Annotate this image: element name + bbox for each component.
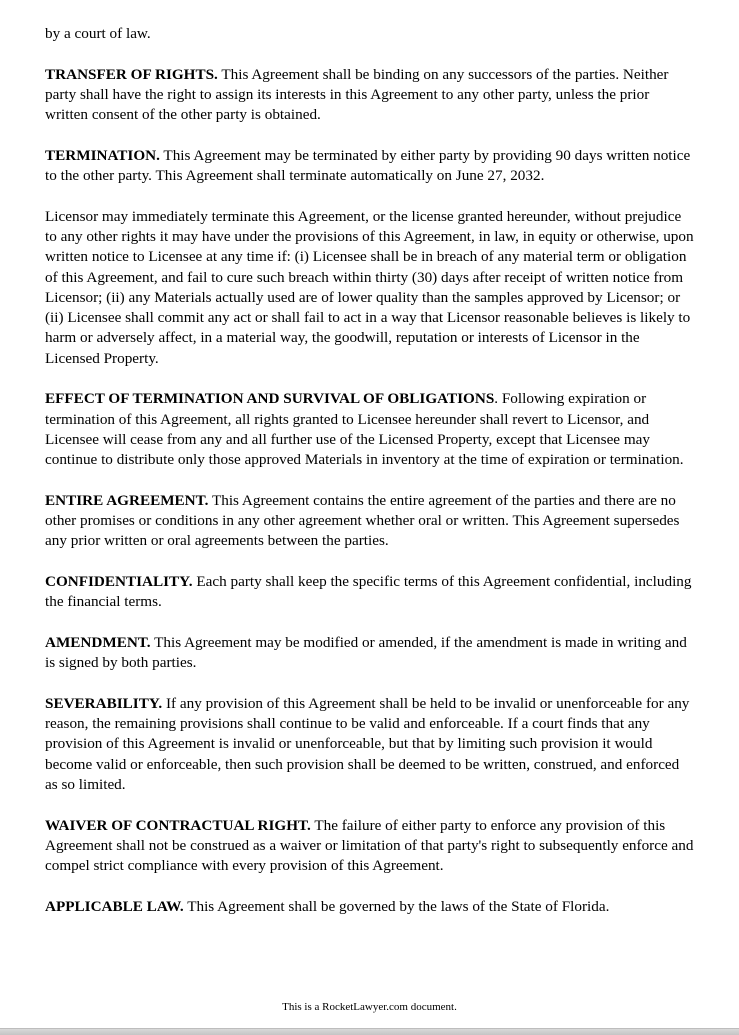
section-amendment (45, 633, 695, 674)
section-body: This Agreement shall be governed by the laws of the State of Florida. (183, 897, 610, 915)
section-heading: SEVERABILITY. (45, 694, 163, 712)
section-heading: CONFIDENTIALITY. (45, 573, 193, 591)
section-body: This Agreement may be modified or amended, if the amendment is made in writing and is signed by both parties. (45, 633, 687, 672)
section-severability (45, 694, 695, 795)
section-effect-of-termination (45, 389, 695, 470)
section-waiver (45, 816, 695, 877)
section-body: This Agreement shall be binding on any successors of the parties. Neither party shall have the right to assign its interests in this Agreement to any other party, unless the prior written consent of the other party is obtained. (45, 65, 669, 124)
section-confidentiality (45, 572, 695, 613)
section-heading: APPLICABLE LAW. (45, 897, 184, 915)
section-termination-licensor (45, 207, 695, 369)
section-body: This Agreement contains the entire agreement of the parties and there are no other promises or conditions in any other agreement whether oral or written. This Agreement supersedes any prior written or oral agreements between the parties. (45, 491, 680, 550)
section-termination (45, 146, 695, 187)
continuation-text: by a court of law. (45, 25, 151, 42)
page-footer: This is a RocketLawyer.com document. (282, 1001, 457, 1013)
section-entire-agreement (45, 491, 695, 552)
section-heading: EFFECT OF TERMINATION AND SURVIVAL OF OBLIGATIONS (45, 390, 495, 408)
section-body: The failure of either party to enforce any provision of this Agreement shall not be construed as a waiver or limitation of that party's right to subsequently enforce and compel strict compliance with every provision of this Agreement. (45, 816, 694, 875)
section-body: Each party shall keep the specific terms of this Agreement confidential, including the financial terms. (45, 573, 692, 611)
section-body: If any provision of this Agreement shall be held to be invalid or unenforceable for any reason, the remaining provisions shall continue to be valid and enforceable. If a court finds that any provision of this Agreement is invalid or unenforceable, but that by limiting such provision it would become valid or enforceable, then such provision shall be deemed to be written, construed, and enforced as so limited. (45, 694, 690, 793)
section-body: Licensor may immediately terminate this Agreement, or the license granted hereunder, without prejudice to any other rights it may have under the provisions of this Agreement, in law, in equity or otherwise, upon written notice to Licensee at any time if: (i) Licensee shall be in breach of any material term or obligation of this Agreement, and fail to cure such breach within thirty (30) days after receipt of written notice from Licensor; (ii) any Materials actually used are of lower quality than the samples approved by Licensor; or (ii) Licensee shall commit any act or shall fail to act in a way that Licensor reasonable believes is likely to harm or adversely affect, in a material way, the goodwill, reputation or interests of Licensor in the Licensed Property. (45, 207, 694, 367)
section-heading: WAIVER OF CONTRACTUAL RIGHT. (45, 816, 311, 834)
section-heading: TERMINATION. (45, 146, 160, 164)
section-heading: AMENDMENT. (45, 633, 151, 651)
section-transfer-of-rights (45, 65, 695, 126)
document-body (45, 24, 695, 937)
section-body: . Following expiration or termination of this Agreement, all rights granted to Licensee hereunder shall revert to Licensor, and Licensee will cease from any and all further use of the Licensed Property, except that Licensee may continue to distribute only those approved Materials in inventory at the time of expiration or termination. (45, 390, 684, 469)
section-heading: TRANSFER OF RIGHTS. (45, 65, 218, 83)
section-body: This Agreement may be terminated by either party by providing 90 days written notice to the other party. This Agreement shall terminate automatically on June 27, 2032. (45, 146, 691, 185)
section-heading: ENTIRE AGREEMENT. (45, 491, 209, 509)
section-applicable-law (45, 897, 695, 917)
